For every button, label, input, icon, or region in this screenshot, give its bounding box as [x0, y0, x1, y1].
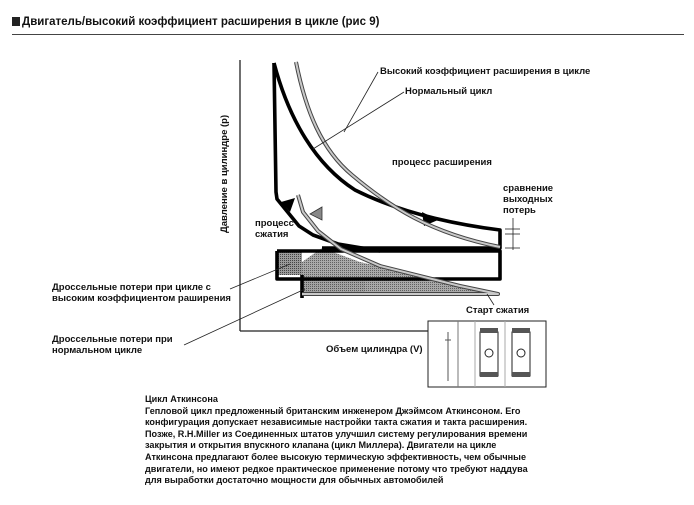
description-line: для выработки достаточно мощности для обычных автомобилей: [145, 475, 444, 486]
label-exhaust-loss-1: сравнение: [503, 183, 554, 194]
description-line: двигатели, но имеют редкое практическое применение потому что требуют наддува: [145, 463, 528, 474]
leader-lines: [184, 72, 494, 345]
label-normal-cycle: Нормальный цикл: [405, 86, 493, 97]
description-line: Позже, R.H.Miller из Соединенных штатов улучшил систему регулирования времени: [145, 428, 528, 439]
throttle-loss-high-ratio-area: [277, 251, 302, 275]
label-throttle-normal-2: нормальном цикле: [52, 345, 143, 356]
description-block: [145, 394, 545, 487]
y-axis-label: Давление в цилиндре (p): [219, 114, 230, 233]
label-throttle-high-2: высоким коэффициентом раширения: [52, 293, 231, 304]
description-title: Цикл Аткинсона: [145, 394, 218, 404]
label-exhaust-loss-3: потерь: [503, 205, 536, 216]
label-exhaust-loss-2: выходных: [503, 194, 553, 205]
description-line: конфигурация допускает независимые настройки такта сжатия и такта расширения.: [145, 417, 528, 428]
piston-inset: [428, 321, 546, 387]
description-line: Аткинсона предлагают более высокую термическую эффективность, чем обычные: [145, 451, 526, 462]
description-line: закрытия и открытия впускного клапана (цикл Миллера). Двигатели на цикле: [145, 440, 497, 451]
figure-title: Двигатель/высокий коэффициент расширения в цикле (рис 9): [12, 16, 379, 28]
label-high-ratio-cycle: Высокий коэффициент расширения в цикле: [380, 66, 591, 77]
description-line: Гепловой цикл предложенный британским инженером Джэймсом Аткинсоном. Его: [145, 405, 521, 416]
label-throttle-normal-1: Дроссельные потери при: [52, 334, 173, 345]
label-compression-2: сжатия: [255, 229, 289, 240]
label-compression-1: процесс: [255, 218, 294, 229]
arrow-normal-compression-icon: [310, 207, 322, 220]
label-throttle-high-1: Дроссельные потери при цикле с: [52, 282, 211, 293]
label-expansion-process: процесс расширения: [392, 157, 492, 168]
label-compression-start: Старт сжатия: [466, 305, 530, 316]
x-axis-label: Объем цилиндра (V): [326, 344, 423, 355]
exhaust-loss-marker: [505, 218, 520, 250]
